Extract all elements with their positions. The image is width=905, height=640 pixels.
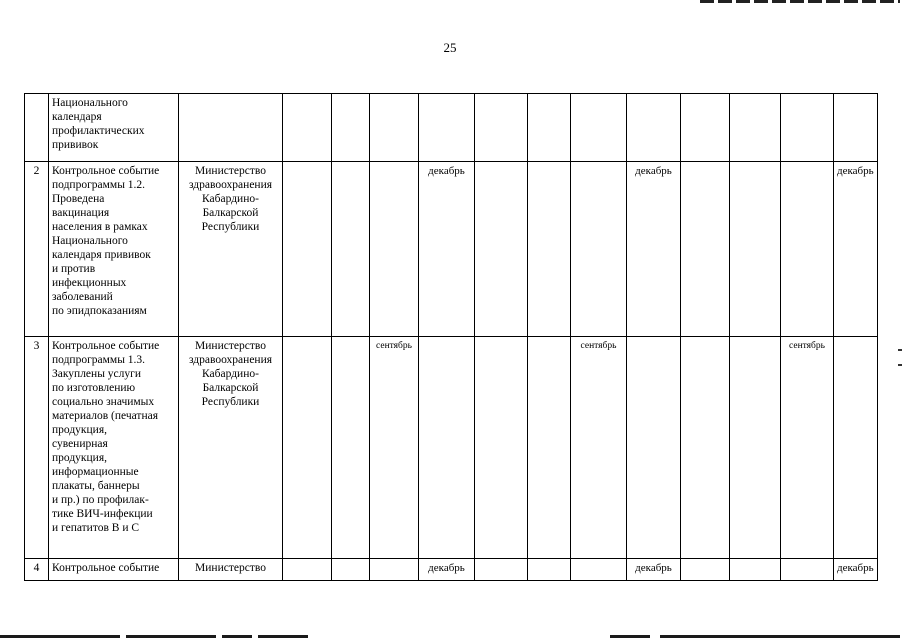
schedule-cell — [571, 162, 627, 337]
schedule-cell — [332, 94, 370, 162]
schedule-cell: декабрь — [419, 559, 475, 581]
schedule-cell — [528, 162, 571, 337]
schedule-cell — [681, 559, 730, 581]
schedule-cell — [528, 337, 571, 559]
schedule-cell — [283, 162, 332, 337]
schedule-cell: декабрь — [834, 559, 878, 581]
schedule-cell — [475, 559, 528, 581]
responsible-executor: Министерство здравоохранения Кабардино- Балкарской Республики — [179, 337, 283, 559]
responsible-executor — [179, 94, 283, 162]
schedule-cell — [681, 337, 730, 559]
schedule-cell — [283, 94, 332, 162]
schedule-cell — [781, 94, 834, 162]
schedule-cell: сентябрь — [781, 337, 834, 559]
scan-artifact-bottom — [0, 635, 905, 639]
event-description: Контрольное событие — [49, 559, 179, 581]
schedule-cell — [627, 337, 681, 559]
schedule-cell: декабрь — [627, 162, 681, 337]
table-row — [25, 337, 878, 559]
schedule-cell — [730, 559, 781, 581]
schedule-cell — [475, 94, 528, 162]
schedule-cell — [834, 337, 878, 559]
schedule-cell — [283, 559, 332, 581]
row-number: 4 — [25, 559, 49, 581]
schedule-cell — [475, 337, 528, 559]
schedule-cell: декабрь — [627, 559, 681, 581]
event-description: Национального календаря профилактических прививок — [49, 94, 179, 162]
schedule-cell — [730, 162, 781, 337]
responsible-executor: Министерство здравоохранения Кабардино- Балкарской Республики — [179, 162, 283, 337]
schedule-cell — [681, 162, 730, 337]
schedule-cell: сентябрь — [571, 337, 627, 559]
schedule-cell — [528, 559, 571, 581]
margin-mark — [898, 364, 902, 366]
table-row — [25, 162, 878, 337]
schedule-cell — [370, 94, 419, 162]
schedule-cell — [332, 162, 370, 337]
schedule-cell: декабрь — [834, 162, 878, 337]
table-body — [25, 94, 878, 581]
page-number: 25 — [443, 40, 457, 55]
schedule-cell — [370, 559, 419, 581]
schedule-cell — [627, 94, 681, 162]
event-description: Контрольное событие подпрограммы 1.3. Закуплены услуги по изготовлению социально значимых материалов (печатная продукция, сувенирная продукция, информационные плакаты, баннеры и пр.) по профилак- тике ВИЧ-инфекции и гепатитов В и С — [49, 337, 179, 559]
schedule-cell — [571, 559, 627, 581]
row-number — [25, 94, 49, 162]
scan-artifact-top — [700, 0, 900, 3]
schedule-cell — [419, 337, 475, 559]
schedule-cell — [730, 94, 781, 162]
margin-mark — [898, 349, 902, 351]
schedule-cell — [332, 337, 370, 559]
responsible-executor: Министерство — [179, 559, 283, 581]
table-row — [25, 94, 878, 162]
schedule-table — [24, 93, 878, 581]
row-number: 2 — [25, 162, 49, 337]
schedule-cell — [781, 559, 834, 581]
schedule-cell — [571, 94, 627, 162]
event-description: Контрольное событие подпрограммы 1.2. Проведена вакцинация населения в рамках Национального календаря прививок и против инфекционных заболеваний по эпидпоказаниям — [49, 162, 179, 337]
schedule-cell — [475, 162, 528, 337]
schedule-cell — [730, 337, 781, 559]
row-number: 3 — [25, 337, 49, 559]
schedule-cell — [419, 94, 475, 162]
table-row — [25, 559, 878, 581]
schedule-cell: декабрь — [419, 162, 475, 337]
schedule-cell — [681, 94, 730, 162]
schedule-cell — [781, 162, 834, 337]
schedule-cell: сентябрь — [370, 337, 419, 559]
schedule-cell — [332, 559, 370, 581]
schedule-cell — [528, 94, 571, 162]
schedule-cell — [370, 162, 419, 337]
schedule-cell — [834, 94, 878, 162]
schedule-cell — [283, 337, 332, 559]
